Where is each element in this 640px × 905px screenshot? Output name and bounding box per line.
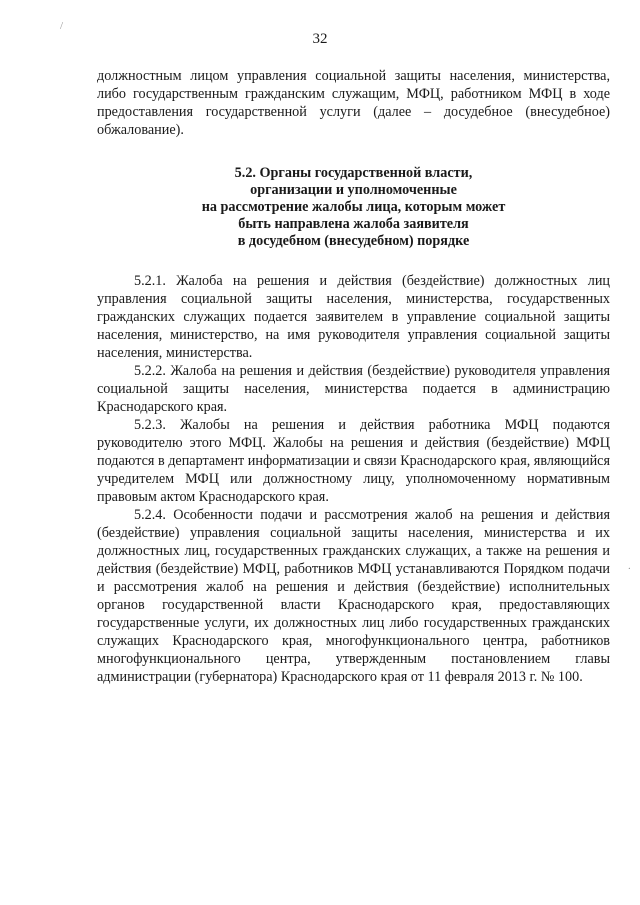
scan-mark: / [60, 20, 64, 32]
heading-line: организации и уполномоченные [250, 182, 457, 198]
heading-line: 5.2. Органы государственной власти, [234, 165, 473, 181]
document-body [97, 67, 610, 686]
scan-mark: . [628, 560, 631, 572]
paragraph-5-2-4: 5.2.4. Особенности подачи и рассмотрения жалоб на решения и действия (бездействие) управления социальной защиты населения, министерства и их должностных лиц, государственных гражданских служащих, а также на решения и действия (бездействие) МФЦ, работников МФЦ устанавливаются Порядком подачи и рассмотрения жалоб на решения и действия (бездействие) исполнительных органов государственной власти Краснодарского края, предоставляющих государственные услуги, их должностных лиц либо государственных гражданских служащих Краснодарского края, многофункционального центра, работников многофункционального центра, утвержденным постановлением главы администрации (губернатора) Краснодарского края от 11 февраля 2013 г. № 100. [97, 507, 610, 685]
intro-paragraph: должностным лицом управления социальной защиты населения, министерства, либо государственным гражданским служащим, МФЦ, работником МФЦ в ходе предоставления государственной услуги (далее – досудебное (внесудебное) обжалование). [97, 68, 610, 138]
heading-line: на рассмотрение жалобы лица, которым может [201, 199, 506, 215]
page-number: 32 [312, 31, 328, 47]
section-heading [97, 165, 610, 250]
heading-line: быть направлена жалоба заявителя [238, 216, 469, 232]
paragraph-5-2-1: 5.2.1. Жалоба на решения и действия (бездействие) должностных лиц управления социальной защиты населения, министерства, государственных гражданских служащих подается заявителем в управление социальной защиты населения, министерство, на имя руководителя управления социальной защиты населения, министерства. [97, 273, 610, 361]
heading-line: в досудебном (внесудебном) порядке [237, 233, 470, 249]
paragraph-5-2-2: 5.2.2. Жалоба на решения и действия (бездействие) руководителя управления социальной защиты населения, министерства подается в администрацию Краснодарского края. [97, 363, 610, 415]
paragraph-5-2-3: 5.2.3. Жалобы на решения и действия работника МФЦ подаются руководителю этого МФЦ. Жалобы на решения и действия (бездействие) МФЦ подаются в департамент информатизации и связи Краснодарского края, являющийся учредителем МФЦ или должностному лицу, уполномоченному нормативным правовым актом Краснодарского края. [97, 417, 610, 505]
